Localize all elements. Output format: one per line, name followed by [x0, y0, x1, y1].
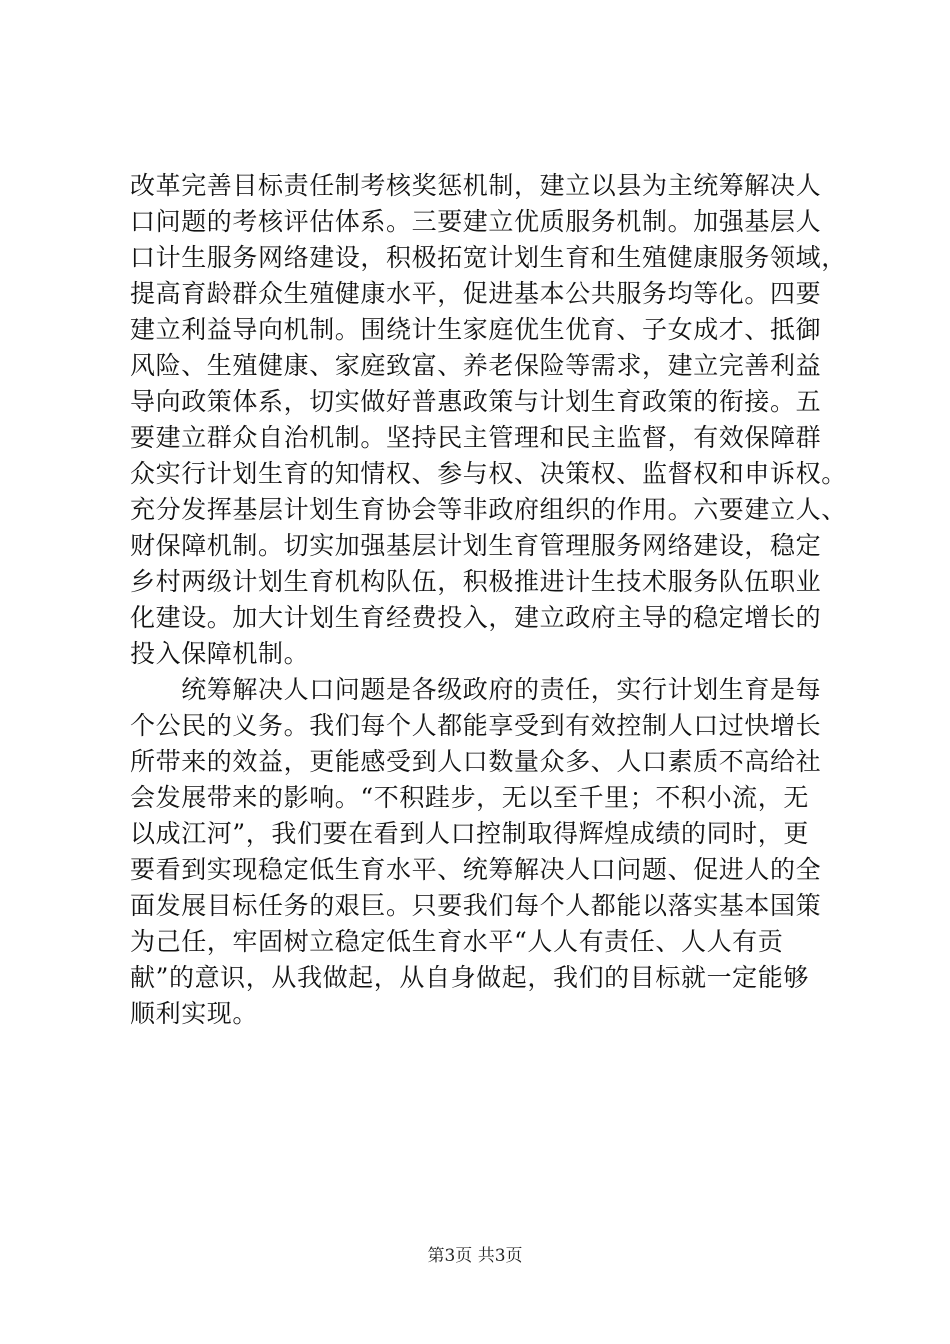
text-line: 充分发挥基层计划生育协会等非政府组织的作用。六要建立人、 [130, 495, 847, 524]
text-line: 风险、生殖健康、家庭致富、养老保险等需求，建立完善利益 [130, 351, 822, 380]
text-line: 口问题的考核评估体系。三要建立优质服务机制。加强基层人 [130, 207, 822, 236]
text-line: 为己任，牢固树立稳定低生育水平“人人有责任、人人有贡 [130, 927, 784, 956]
text-line: 以成江河”，我们要在看到人口控制取得辉煌成绩的同时，更 [130, 819, 809, 848]
page-number-footer: 第3页 共3页 [427, 1246, 523, 1266]
text-line: 顺利实现。 [130, 999, 259, 1028]
text-line: 要看到实现稳定低生育水平、统筹解决人口问题、促进人的全 [130, 855, 822, 884]
text-line: 导向政策体系，切实做好普惠政策与计划生育政策的衔接。五 [130, 387, 822, 416]
paragraph-start-line: 统筹解决人口问题是各级政府的责任，实行计划生育是每 [130, 675, 822, 704]
text-line: 投入保障机制。 [130, 639, 310, 668]
text-line: 要建立群众自治机制。坚持民主管理和民主监督，有效保障群 [130, 423, 822, 452]
text-line: 改革完善目标责任制考核奖惩机制，建立以县为主统筹解决人 [130, 171, 822, 200]
text-line: 建立利益导向机制。围绕计生家庭优生优育、子女成才、抵御 [130, 315, 822, 344]
text-line: 献”的意识，从我做起，从自身做起，我们的目标就一定能够 [130, 963, 809, 992]
body-text [130, 168, 847, 1032]
text-line: 化建设。加大计划生育经费投入，建立政府主导的稳定增长的 [130, 603, 822, 632]
text-line: 所带来的效益，更能感受到人口数量众多、人口素质不高给社 [130, 747, 822, 776]
text-line: 个公民的义务。我们每个人都能享受到有效控制人口过快增长 [130, 711, 822, 740]
text-line: 众实行计划生育的知情权、参与权、决策权、监督权和申诉权。 [130, 459, 847, 488]
text-line: 面发展目标任务的艰巨。只要我们每个人都能以落实基本国策 [130, 891, 822, 920]
text-line: 提高育龄群众生殖健康水平，促进基本公共服务均等化。四要 [130, 279, 822, 308]
text-line: 财保障机制。切实加强基层计划生育管理服务网络建设，稳定 [130, 531, 822, 560]
text-line: 口计生服务网络建设，积极拓宽计划生育和生殖健康服务领域， [130, 243, 847, 272]
text-line: 乡村两级计划生育机构队伍，积极推进计生技术服务队伍职业 [130, 567, 822, 596]
text-line: 会发展带来的影响。“不积跬步，无以至千里；不积小流，无 [130, 783, 809, 812]
